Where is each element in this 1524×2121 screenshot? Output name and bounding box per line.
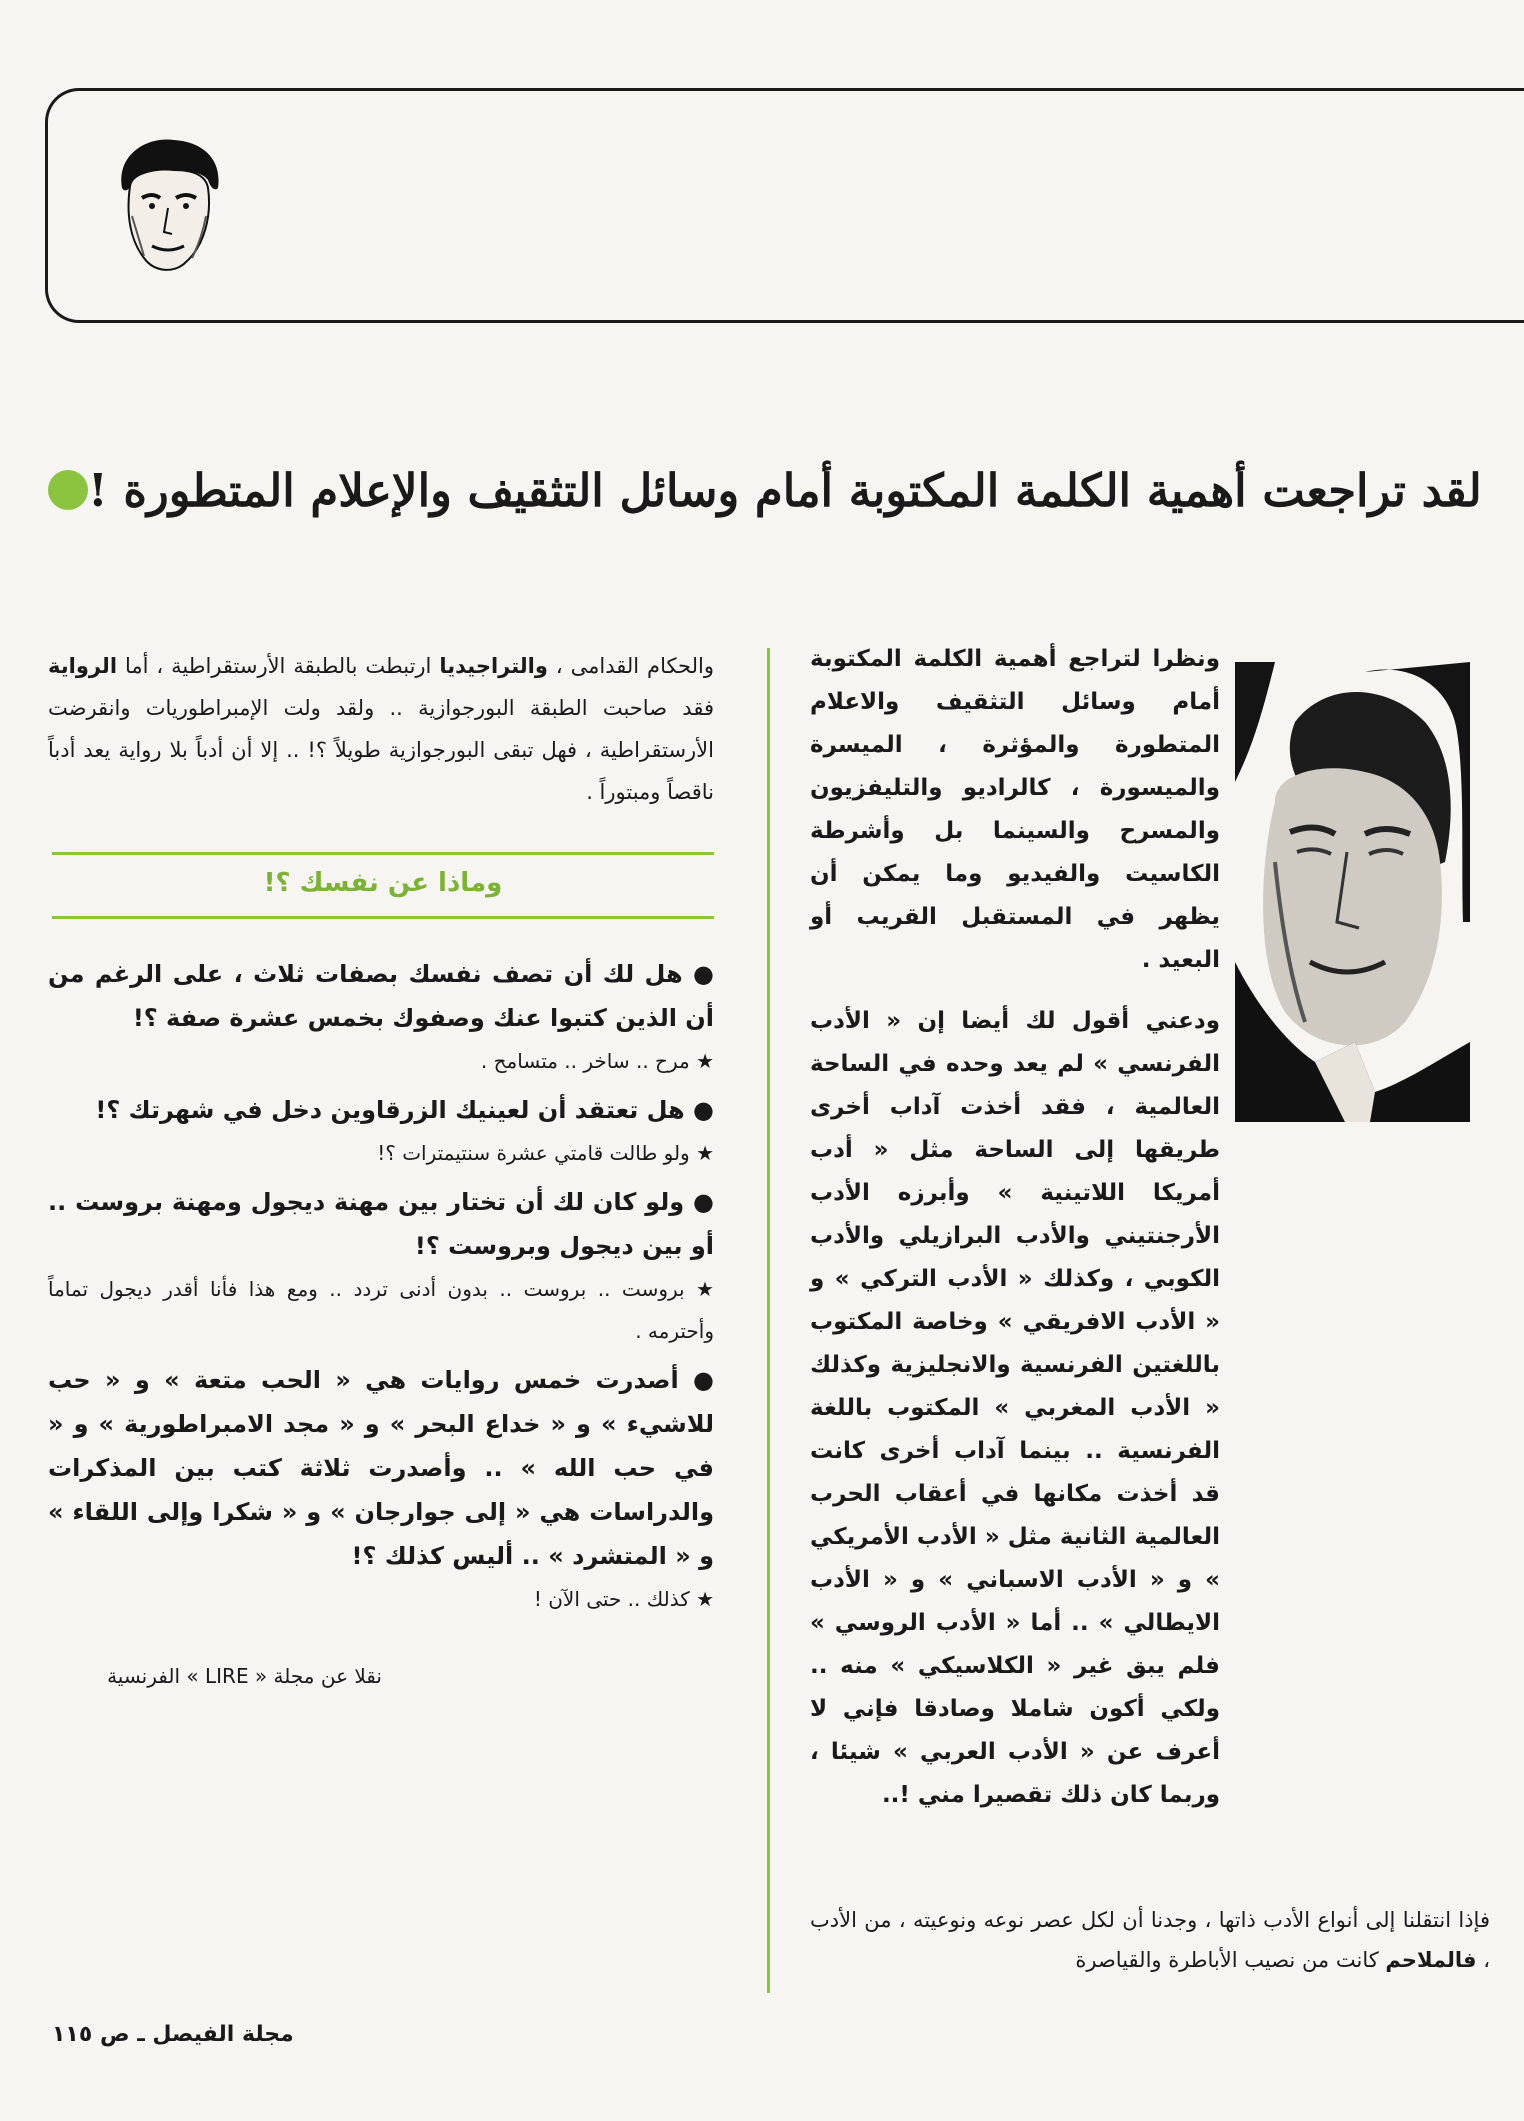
- answer: ★ مرح .. ساخر .. متسامح .: [480, 1049, 714, 1073]
- page-footer: مجلة الفيصل ـ ص ١١٥: [52, 2022, 294, 2047]
- answer: ★ كذلك .. حتى الآن !: [533, 1587, 714, 1611]
- headline: لقد تراجعت أهمية الكلمة المكتوبة أمام وسائل التثقيف والإعلام المتطورة !: [88, 463, 1482, 517]
- intro-bold-novel: الرواية: [48, 654, 118, 678]
- intro-text-1: والحكام القدامى ،: [547, 654, 714, 678]
- question: ● هل تعتقد أن لعينيك الزرقاوين دخل في شهرتك ؟!: [95, 1096, 714, 1124]
- subhead-rule-top: [52, 852, 714, 855]
- source-credit: نقلا عن مجلة « LIRE » الفرنسية: [107, 1664, 382, 1688]
- intro-bold-tragedy: والتراجيديا: [439, 654, 548, 678]
- headline-row: [30, 455, 1500, 525]
- interview-subhead: وماذا عن نفسك ؟!: [263, 868, 503, 898]
- subhead-rule-bottom: [52, 916, 714, 919]
- left-column-intro: [48, 645, 714, 813]
- intro-text-2: ارتبطت بالطبقة الأرستقراطية ، أما: [117, 654, 440, 678]
- question: ● ولو كان لك أن تختار بين مهنة ديجول ومهنة بروست .. أو بين ديجول وبروست ؟!: [48, 1188, 714, 1260]
- author-portrait-small: [108, 136, 226, 278]
- right-column-paragraph-1: ونظرا لتراجع أهمية الكلمة المكتوبة أمام وسائل التثقيف والاعلام المتطورة والمؤثرة ، الميسرة والميسورة ، كالراديو والتليفزيون والمسرح والسينما بل وأشرطة الكاسيت والفيديو وما يمكن أن يظهر في المستقبل القريب أو البعيد .: [810, 646, 1220, 973]
- bottom-bold-epics: فالملاحم: [1385, 1948, 1477, 1972]
- header-frame: [45, 88, 1524, 323]
- author-portrait-large: [1235, 662, 1470, 1122]
- bottom-paragraph: [810, 1900, 1490, 1980]
- bottom-text-1: فإذا انتقلنا إلى أنواع الأدب ذاتها ، وجدنا أن لكل عصر نوعه ونوعيته ، من الأدب ،: [810, 1908, 1490, 1972]
- question: ● أصدرت خمس روايات هي « الحب متعة » و « حب للاشيء » و « خداع البحر » و « مجد الامبراطورية » و « في حب الله » .. وأصدرت ثلاثة كتب بين المذكرات والدراسات هي « إلى جوارجان » و « شكرا وإلى اللقاء » و « المتشرد » .. أليس كذلك ؟!: [48, 1366, 714, 1570]
- intro-text-3: فقد صاحبت الطبقة البورجوازية .. ولقد ولت الإمبراطوريات وانقرضت الأرستقراطية ، فهل تبقى البورجوازية طويلاً ؟! .. إلا أن أدباً بلا رواية يعد أدباً ناقصاً ومبتوراً .: [48, 696, 714, 804]
- green-bullet-icon: [48, 470, 88, 510]
- answer: ★ ولو طالت قامتي عشرة سنتيمترات ؟!: [377, 1141, 714, 1165]
- right-column-paragraph-2: ودعني أقول لك أيضا إن « الأدب الفرنسي » لم يعد وحده في الساحة العالمية ، فقد أخذت آداب أخرى طريقها إلى الساحة مثل « أدب أمريكا اللاتينية » وأبرزه الأدب الأرجنتيني والأدب البرازيلي والأدب الكوبي ، وكذلك « الأدب التركي » و « الأدب الافريقي » وخاصة المكتوب باللغتين الفرنسية والانجليزية وكذلك « الأدب المغربي » المكتوب باللغة الفرنسية .. بينما آداب أخرى كانت قد أخذت مكانها في أعقاب الحرب العالمية الثانية مثل « الأدب الأمريكي » و « الأدب الاسباني » و « الأدب الايطالي » .. أما « الأدب الروسي » فلم يبق غير « الكلاسيكي » منه .. ولكي أكون شاملا وصادقا فإني لا أعرف عن « الأدب العربي » شيئا ، وربما كان ذلك تقصيرا مني !..: [810, 1008, 1220, 1808]
- column-divider: [767, 648, 770, 1993]
- bottom-text-2: كانت من نصيب الأباطرة والقياصرة: [1075, 1948, 1386, 1972]
- question: ● هل لك أن تصف نفسك بصفات ثلاث ، على الرغم من أن الذين كتبوا عنك وصفوك بخمس عشرة صفة ؟!: [48, 960, 714, 1032]
- answer: ★ بروست .. بروست .. بدون أدنى تردد .. ومع هذا فأنا أقدر ديجول تماماً وأحترمه .: [48, 1277, 714, 1343]
- interview-qa: [48, 952, 714, 1626]
